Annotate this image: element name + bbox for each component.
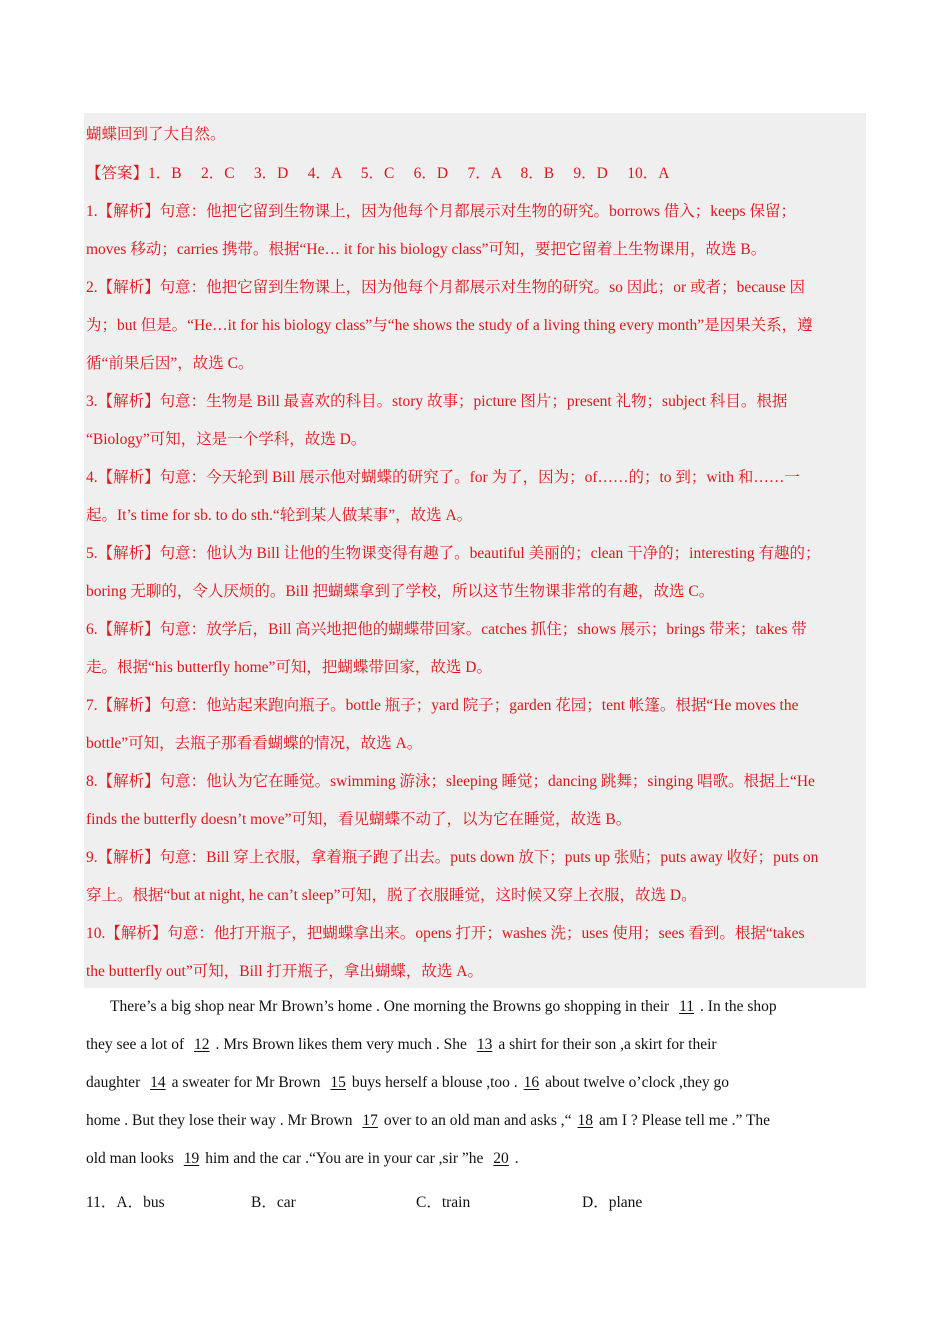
explanation-line: 7.【解析】句意：他站起来跑向瓶子。bottle 瓶子；yard 院子；garden 花园；tent 帐篷。根据“He moves the bbox=[86, 697, 799, 714]
passage-line: There’s a big shop near Mr Brown’s home . One morning the Browns go shopping in their 11 . In the shop bbox=[110, 998, 777, 1015]
passage-line: old man looks 19 him and the car .“You are in your car ,sir ”he 20 . bbox=[86, 1150, 519, 1167]
explanation-line: 循“前果后因”，故选 C。 bbox=[86, 355, 254, 372]
passage-line: they see a lot of 12 . Mrs Brown likes them very much . She 13 a shirt for their son ,a skirt for their bbox=[86, 1036, 717, 1053]
explanation-line: 2.【解析】句意：他把它留到生物课上，因为他每个月都展示对生物的研究。so 因此；or 或者；because 因 bbox=[86, 279, 805, 296]
explanation-line: 8.【解析】句意：他认为它在睡觉。swimming 游泳；sleeping 睡觉；dancing 跳舞；singing 唱歌。根据上“He bbox=[86, 773, 815, 790]
explanation-line: 4.【解析】句意：今天轮到 Bill 展示他对蝴蝶的研究了。for 为了，因为；of……的；to 到；with 和……一 bbox=[86, 469, 800, 486]
blank-20: 20 bbox=[493, 1150, 509, 1167]
explanation-line: 穿上。根据“but at night, he can’t sleep”可知，脱了衣服睡觉，这时候又穿上衣服，故选 D。 bbox=[86, 887, 697, 904]
blank-15: 15 bbox=[330, 1074, 346, 1091]
explanation-line: boring 无聊的，令人厌烦的。Bill 把蝴蝶拿到了学校，所以这节生物课非常的有趣，故选 C。 bbox=[86, 583, 715, 600]
explanation-line: the butterfly out”可知，Bill 打开瓶子，拿出蝴蝶，故选 A。 bbox=[86, 963, 483, 980]
answer-key: 【答案】1．B 2．C 3．D 4．A 5．C 6．D 7．A 8．B 9．D 10．A bbox=[86, 165, 670, 182]
blank-16: 16 bbox=[523, 1074, 540, 1091]
explanation-line: 3.【解析】句意：生物是 Bill 最喜欢的科目。story 故事；picture 图片；present 礼物；subject 科目。根据 bbox=[86, 393, 788, 410]
explanation-line: moves 移动；carries 携带。根据“He… it for his biology class”可知，要把它留着上生物课用，故选 B。 bbox=[86, 241, 767, 258]
option-d: D．plane bbox=[582, 1194, 643, 1211]
explanation-line: 为；but 但是。“He…it for his biology class”与“he shows the study of a living thing every month”是因果关系，遵 bbox=[86, 317, 813, 334]
passage-line: daughter 14 a sweater for Mr Brown 15 buys herself a blouse ,too . 16 about twelve o’clock ,they go bbox=[86, 1074, 729, 1091]
blank-17: 17 bbox=[362, 1112, 378, 1129]
option-a: 11．A．bus bbox=[86, 1194, 165, 1211]
explanation-line: 10.【解析】句意：他打开瓶子，把蝴蝶拿出来。opens 打开；washes 洗；uses 使用；sees 看到。根据“takes bbox=[86, 925, 805, 942]
explanation-intro: 蝴蝶回到了大自然。 bbox=[86, 126, 226, 143]
blank-11: 11 bbox=[679, 998, 695, 1015]
passage-line: home . But they lose their way . Mr Brown 17 over to an old man and asks ,“ 18 am I ? Please tell me .” The bbox=[86, 1112, 771, 1129]
explanation-line: “Biology”可知，这是一个学科，故选 D。 bbox=[86, 431, 367, 448]
explanation-line: 9.【解析】句意：Bill 穿上衣服，拿着瓶子跑了出去。puts down 放下；puts up 张贴；puts away 收好；puts on bbox=[86, 849, 819, 866]
explanation-line: 走。根据“his butterfly home”可知，把蝴蝶带回家，故选 D。 bbox=[86, 659, 492, 676]
explanation-line: bottle”可知，去瓶子那看看蝴蝶的情况，故选 A。 bbox=[86, 735, 423, 752]
explanation-line: 1.【解析】句意：他把它留到生物课上，因为他每个月都展示对生物的研究。borrows 借入；keeps 保留； bbox=[86, 203, 796, 220]
option-c: C．train bbox=[416, 1194, 471, 1211]
blank-13: 13 bbox=[476, 1036, 493, 1053]
explanation-line: 起。It’s time for sb. to do sth.“轮到某人做某事”，故选 A。 bbox=[86, 507, 473, 524]
blank-18: 18 bbox=[577, 1112, 594, 1129]
option-b: B．car bbox=[251, 1194, 296, 1211]
blank-19: 19 bbox=[183, 1150, 200, 1167]
explanation-line: 6.【解析】句意：放学后，Bill 高兴地把他的蝴蝶带回家。catches 抓住；shows 展示；brings 带来；takes 带 bbox=[86, 621, 807, 638]
blank-14: 14 bbox=[150, 1074, 166, 1091]
explanation-line: finds the butterfly doesn’t move”可知，看见蝴蝶不动了，以为它在睡觉，故选 B。 bbox=[86, 811, 632, 828]
explanation-line: 5.【解析】句意：他认为 Bill 让他的生物课变得有趣了。beautiful 美丽的；clean 干净的；interesting 有趣的； bbox=[86, 545, 821, 562]
blank-12: 12 bbox=[194, 1036, 210, 1053]
